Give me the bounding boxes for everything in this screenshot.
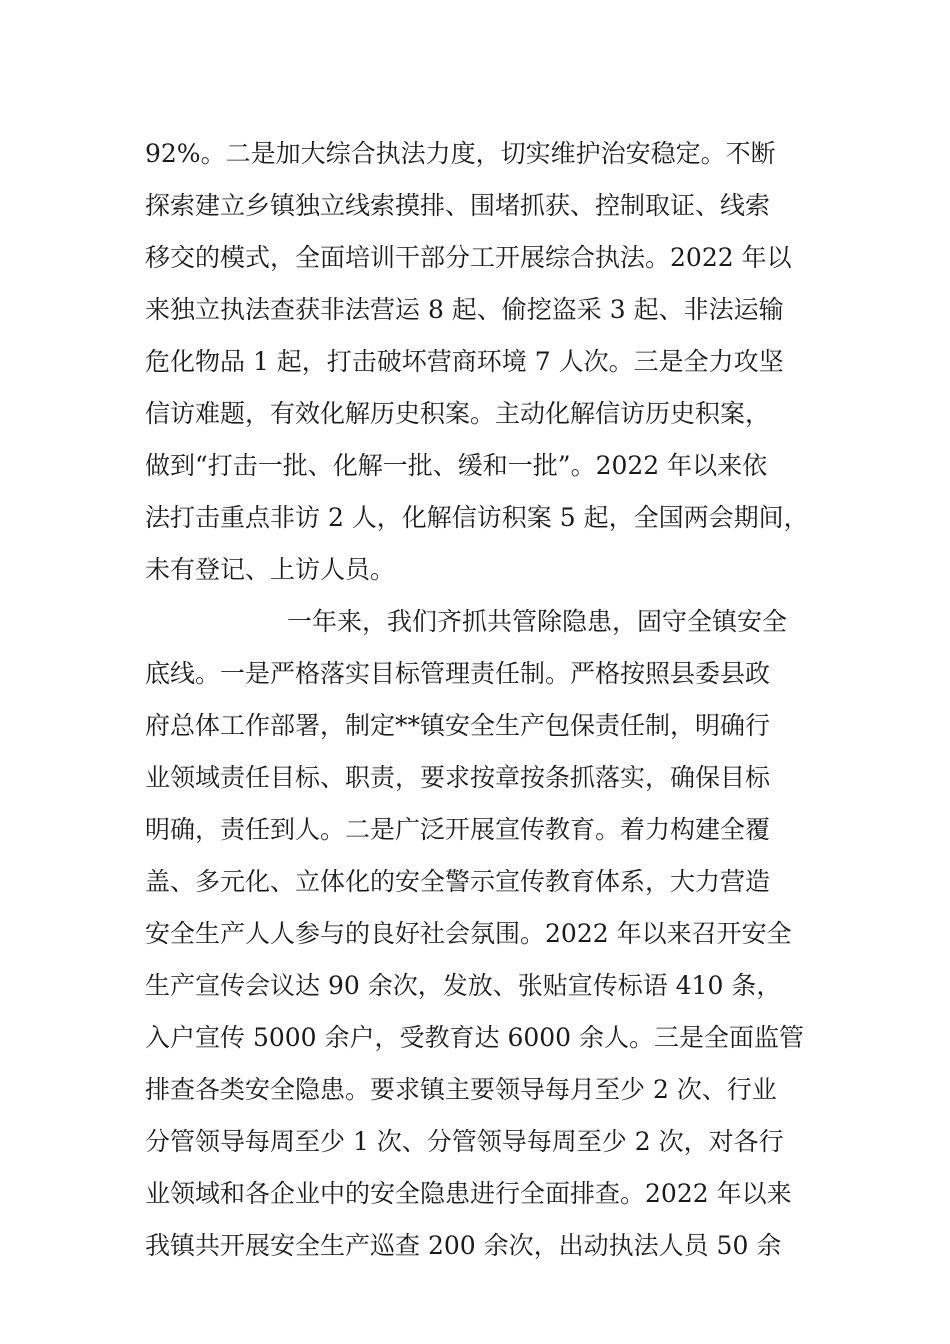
text-line: 探索建立乡镇独立线索摸排、围堵抓获、控制取证、线索 [145,191,771,220]
text-line: 92%。二是加大综合执法力度，切实维护治安稳定。不断 [145,139,776,168]
text-line: 危化物品 1 起，打击破坏营商环境 7 人次。三是全力攻坚 [145,347,784,376]
text-line: 移交的模式，全面培训干部分工开展综合执法。2022 年以 [145,243,792,272]
text-line: 入户宣传 5000 余户，受教育达 6000 余人。三是全面监管 [145,1023,805,1052]
text-line: 我镇共开展安全生产巡查 200 余次，出动执法人员 50 余 [145,1231,782,1260]
text-line: 府总体工作部署，制定**镇安全生产包保责任制，明确行 [145,711,771,740]
text-line: 业领域和各企业中的安全隐患进行全面排查。2022 年以来 [145,1179,792,1208]
text-line: 明确，责任到人。二是广泛开展宣传教育。着力构建全覆 [145,815,771,844]
text-line: 生产宣传会议达 90 余次，发放、张贴宣传标语 410 条， [145,971,782,1000]
text-line: 做到“打击一批、化解一批、缓和一批”。2022 年以来依 [145,451,768,480]
text-line: 来独立执法查获非法营运 8 起、偷挖盗采 3 起、非法运输 [145,295,784,324]
text-line: 业领域责任目标、职责，要求按章按条抓落实，确保目标 [145,763,771,792]
text-line: 未有登记、上访人员。 [145,555,396,584]
document-body [145,128,835,1272]
text-line: 安全生产人人参与的良好社会氛围。2022 年以来召开安全 [145,919,792,948]
text-line: 盖、多元化、立体化的安全警示宣传教育体系，大力营造 [145,867,771,896]
text-line: 排查各类安全隐患。要求镇主要领导每月至少 2 次、行业 [145,1075,777,1104]
text-line: 信访难题，有效化解历史积案。主动化解信访历史积案， [145,399,771,428]
text-line: 分管领导每周至少 1 次、分管领导每周至少 2 次，对各行 [145,1127,784,1156]
text-line: 底线。一是严格落实目标管理责任制。严格按照县委县政 [145,659,771,688]
paragraph-1 [145,128,835,596]
text-line-first: 一年来，我们齐抓共管除隐患，固守全镇安全 [287,607,788,636]
text-line: 法打击重点非访 2 人，化解信访积案 5 起，全国两会期间， [145,503,809,532]
paragraph-2 [145,596,835,1272]
